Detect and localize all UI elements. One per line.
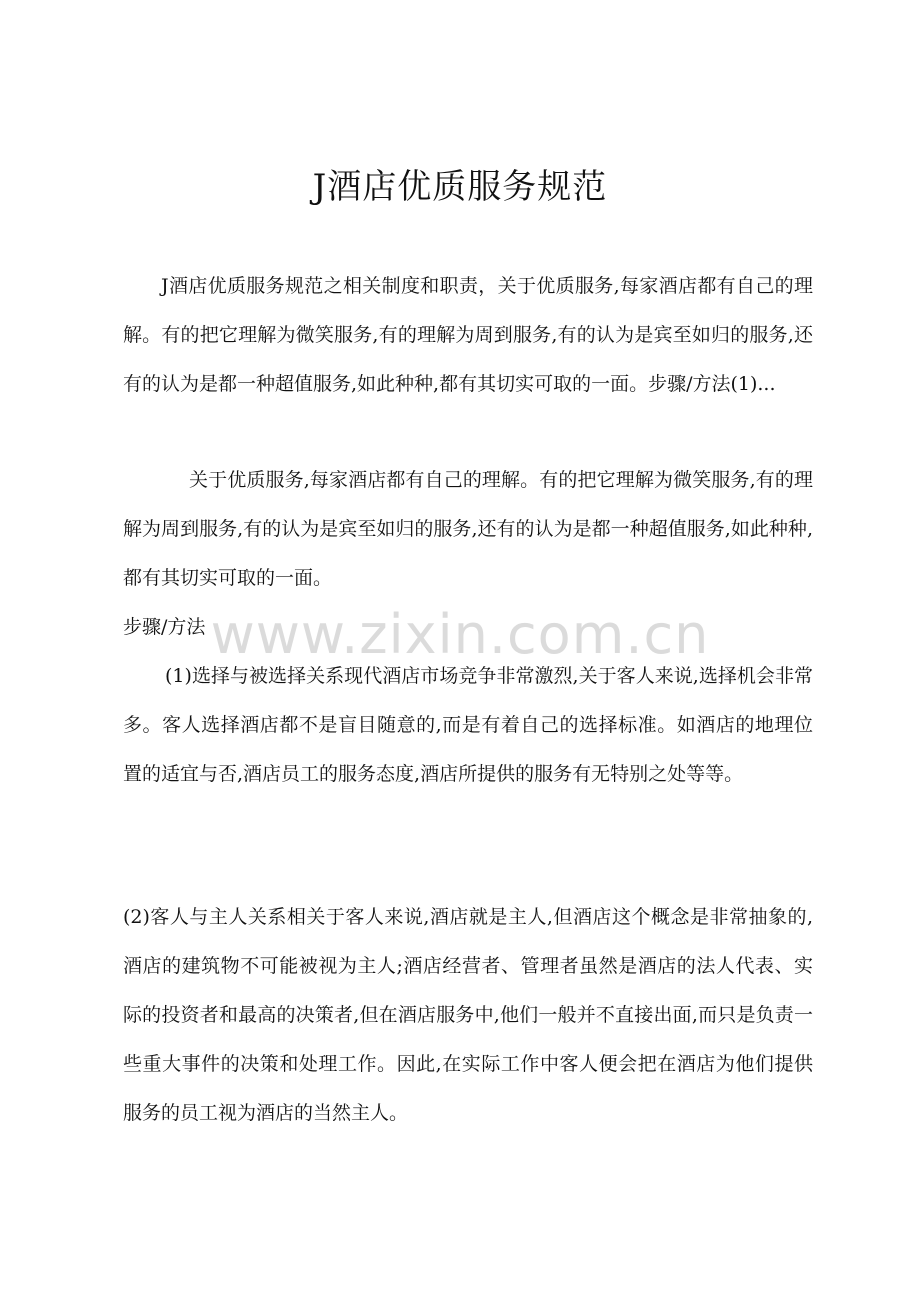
step-2-paragraph: (2)客人与主人关系相关于客人来说,酒店就是主人,但酒店这个概念是非常抽象的,酒店的建筑物不可能被视为主人;酒店经营者、管理者虽然是酒店的法人代表、实际的投资者和最高的决策者,但在酒店服务中,他们一般并不直接出面,而只是负责一些重大事件的决策和处理工作。因此,在实际工作中客人便会把在酒店为他们提供服务的员工视为酒店的当然主人。 bbox=[123, 906, 813, 1124]
intro-paragraph: J酒店优质服务规范之相关制度和职责，关于优质服务,每家酒店都有自己的理解。有的把它理解为微笑服务,有的理解为周到服务,有的认为是宾至如归的服务,还有的认为是都一种超值服务,如此种种,都有其切实可取的一面。步骤/方法(1)... bbox=[123, 275, 813, 395]
section-heading-steps: 步骤/方法 bbox=[123, 616, 206, 638]
document-title: J酒店优质服务规范 bbox=[312, 167, 608, 207]
step-1-paragraph: (1)选择与被选择关系现代酒店市场竞争非常激烈,关于客人来说,选择机会非常多。客人选择酒店都不是盲目随意的,而是有着自己的选择标准。如酒店的地理位置的适宜与否,酒店员工的服务态度,酒店所提供的服务有无特别之处等等。 bbox=[123, 665, 813, 785]
body-paragraph-1: 关于优质服务,每家酒店都有自己的理解。有的把它理解为微笑服务,有的理解为周到服务,有的认为是宾至如归的服务,还有的认为是都一种超值服务,如此种种,都有其切实可取的一面。 bbox=[123, 469, 813, 589]
watermark: www.zixin.com.cn bbox=[210, 603, 710, 666]
